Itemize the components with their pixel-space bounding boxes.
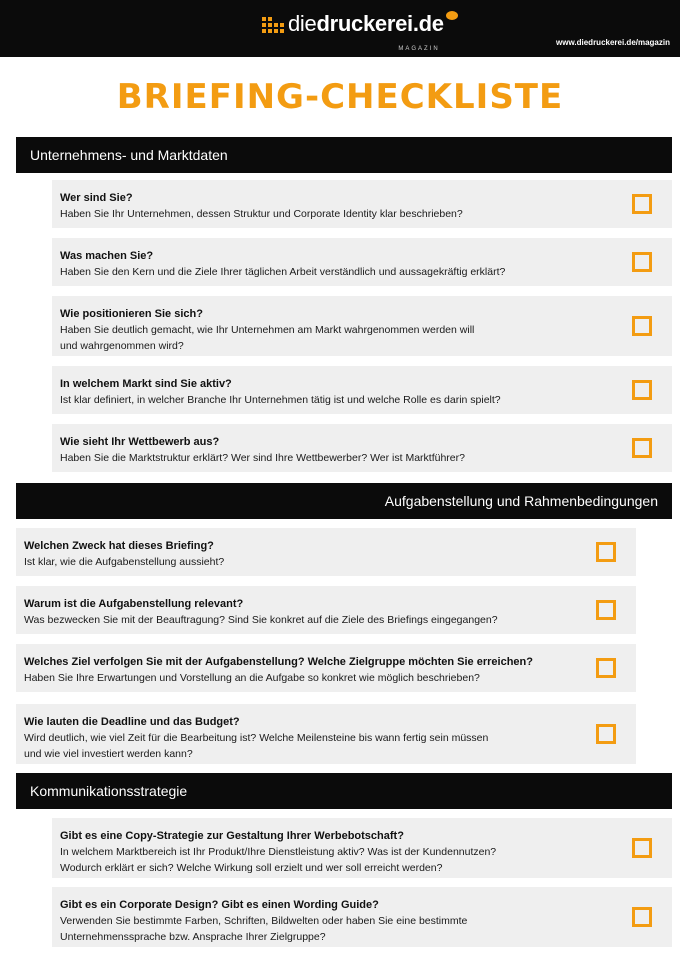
logo-dots-icon [262, 17, 284, 33]
item-answer: Was bezwecken Sie mit der Beauftragung? Sind Sie konkret auf die Ziele des Briefings eingegangen? [24, 614, 498, 626]
item-question: Was machen Sie? [60, 250, 154, 262]
item-question: Wer sind Sie? [60, 192, 133, 204]
page-title: BRIEFING-CHECKLISTE [116, 77, 564, 117]
checkbox[interactable] [596, 600, 616, 620]
item-question: Wie lauten die Deadline und das Budget? [24, 716, 240, 728]
checkbox[interactable] [632, 194, 652, 214]
item-question: Wie sieht Ihr Wettbewerb aus? [60, 436, 220, 448]
checkbox[interactable] [632, 438, 652, 458]
item-question: Wie positionieren Sie sich? [60, 308, 203, 320]
checklist-item [52, 818, 672, 878]
checklist-item [52, 238, 672, 286]
item-answer: In welchem Marktbereich ist Ihr Produkt/Ihre Dienstleistung aktiv? Was ist der Kundennutzen? Wodurch erklärt er sich? Welche Wirkung soll erzielt und wer soll erreicht werden? [60, 846, 497, 874]
checklist-item [16, 704, 636, 764]
header-bar [0, 0, 680, 57]
brand-logo[interactable] [262, 11, 444, 52]
checkbox[interactable] [632, 838, 652, 858]
checklist-item [52, 180, 672, 228]
item-question: In welchem Markt sind Sie aktiv? [60, 378, 232, 390]
logo-subtitle: MAGAZIN [398, 46, 440, 52]
speech-bubble-icon [446, 11, 458, 20]
checkbox[interactable] [632, 252, 652, 272]
item-answer: Ist klar definiert, in welcher Branche Ihr Unternehmen tätig ist und welche Rolle es darin spielt? [60, 394, 501, 406]
logo-light: die [288, 11, 317, 36]
magazine-url[interactable]: www.diedruckerei.de/magazin [556, 38, 670, 47]
logo-wordmark [288, 11, 444, 52]
section-heading-market: Unternehmens- und Marktdaten [16, 137, 672, 173]
item-answer: Ist klar, wie die Aufgabenstellung aussieht? [24, 556, 225, 568]
item-question: Welches Ziel verfolgen Sie mit der Aufgabenstellung? Welche Zielgruppe möchten Sie erreichen? [24, 656, 533, 668]
checklist-item [52, 296, 672, 356]
checkbox[interactable] [632, 316, 652, 336]
item-answer: Verwenden Sie bestimmte Farben, Schriften, Bildwelten oder haben Sie eine bestimmte Unternehmenssprache bzw. Ansprache Ihrer Zielgruppe? [60, 915, 468, 943]
section-heading-communication: Kommunikationsstrategie [16, 773, 672, 809]
logo-bold: druckerei [316, 11, 413, 36]
item-answer: Wird deutlich, wie viel Zeit für die Bearbeitung ist? Welche Meilensteine bis wann fertig sein müssen und wie viel investiert werden kann? [24, 732, 489, 760]
checkbox[interactable] [596, 658, 616, 678]
checklist-item [16, 644, 636, 692]
item-answer: Haben Sie den Kern und die Ziele Ihrer täglichen Arbeit verständlich und aussagekräftig erklärt? [60, 266, 506, 278]
item-question: Warum ist die Aufgabenstellung relevant? [24, 598, 244, 610]
item-answer: Haben Sie Ihr Unternehmen, dessen Struktur und Corporate Identity klar beschrieben? [60, 208, 463, 220]
logo-tld: .de [412, 11, 444, 36]
item-answer: Haben Sie deutlich gemacht, wie Ihr Unternehmen am Markt wahrgenommen werden will und wahrgenommen wird? [60, 324, 475, 352]
item-question: Welchen Zweck hat dieses Briefing? [24, 540, 214, 552]
section-heading-task: Aufgabenstellung und Rahmenbedingungen [16, 483, 672, 519]
checkbox[interactable] [596, 542, 616, 562]
checklist-item [52, 366, 672, 414]
checklist-item [52, 424, 672, 472]
checkbox[interactable] [632, 380, 652, 400]
item-answer: Haben Sie die Marktstruktur erklärt? Wer sind Ihre Wettbewerber? Wer ist Marktführer? [60, 452, 465, 464]
checklist-item [16, 528, 636, 576]
item-question: Gibt es ein Corporate Design? Gibt es einen Wording Guide? [60, 899, 379, 911]
checklist-item [52, 887, 672, 947]
checkbox[interactable] [596, 724, 616, 744]
item-answer: Haben Sie Ihre Erwartungen und Vorstellung an die Aufgabe so konkret wie möglich beschrieben? [24, 672, 480, 684]
checkbox[interactable] [632, 907, 652, 927]
checklist-item [16, 586, 636, 634]
item-question: Gibt es eine Copy-Strategie zur Gestaltung Ihrer Werbebotschaft? [60, 830, 404, 842]
